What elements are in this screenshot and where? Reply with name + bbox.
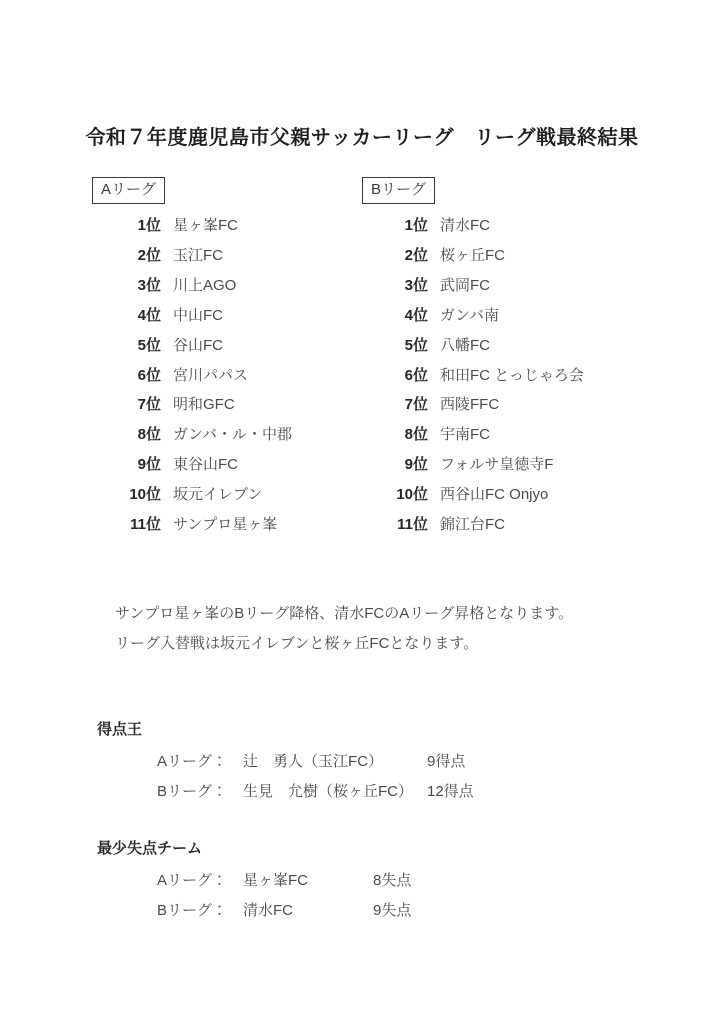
- standing-row: [362, 329, 584, 359]
- top-scorer-rows: [157, 745, 474, 805]
- league-label: Bリーグ：: [157, 782, 228, 800]
- league-a-section: [92, 177, 292, 538]
- rank-label: 9位: [137, 456, 161, 474]
- team-name: 錦江台FC: [440, 515, 505, 533]
- team-name: 西谷山FC Onjyo: [440, 486, 549, 504]
- league-label: Aリーグ：: [157, 752, 228, 770]
- standing-row: [362, 359, 584, 389]
- rank-label: 10位: [396, 486, 428, 504]
- league-b-standings: [362, 210, 584, 538]
- team-name: 星ヶ峯FC: [173, 217, 238, 235]
- page-title: 令和７年度鹿児島市父親サッカーリーグ リーグ戦最終結果: [85, 127, 639, 149]
- team-name: 宇南FC: [440, 426, 490, 444]
- team-name: 西陵FFC: [440, 396, 500, 414]
- fewest-conceded-heading: 最少失点チーム: [97, 840, 203, 857]
- standing-row: [362, 449, 584, 479]
- league-b-label: Bリーグ: [362, 177, 435, 204]
- standing-row: [362, 210, 584, 240]
- fewest-conceded-row: [157, 864, 411, 894]
- standing-row: [362, 389, 584, 419]
- team-name: 宮川パパス: [173, 366, 249, 384]
- player-name: 辻 勇人（玉江FC）: [243, 752, 383, 770]
- fewest-conceded-row: [157, 894, 411, 924]
- team-name: 玉江FC: [173, 247, 223, 265]
- team-name: 清水FC: [440, 217, 490, 235]
- team-name: 東谷山FC: [173, 456, 238, 474]
- rank-label: 11位: [130, 515, 161, 533]
- team-name: 桜ヶ丘FC: [440, 247, 505, 265]
- goals-value: 12得点: [427, 782, 474, 800]
- standing-row: [92, 240, 292, 270]
- fewest-conceded-section: [97, 841, 411, 924]
- rank-label: 7位: [404, 396, 428, 414]
- rank-label: 8位: [137, 426, 161, 444]
- league-a-standings: [92, 210, 292, 538]
- rank-label: 5位: [137, 336, 161, 354]
- team-name: 八幡FC: [440, 336, 490, 354]
- rank-label: 3位: [404, 277, 428, 295]
- rank-label: 9位: [404, 456, 428, 474]
- rank-label: 3位: [137, 277, 161, 295]
- team-name: 明和GFC: [173, 396, 235, 414]
- rank-label: 2位: [404, 247, 428, 265]
- rank-label: 6位: [137, 366, 161, 384]
- team-name: フォルサ皇徳寺F: [440, 456, 554, 474]
- team-name: 川上AGO: [173, 277, 237, 295]
- standing-row: [362, 270, 584, 300]
- top-scorer-row: [157, 745, 474, 775]
- team-name: 谷山FC: [173, 336, 223, 354]
- rank-label: 4位: [404, 306, 428, 324]
- fewest-conceded-rows: [157, 864, 411, 924]
- conceded-value: 9失点: [373, 901, 412, 919]
- rank-label: 1位: [137, 217, 161, 235]
- note-line-playoff: リーグ入替戦は坂元イレブンと桜ヶ丘FCとなります。: [115, 634, 479, 652]
- rank-label: 2位: [137, 247, 161, 265]
- standing-row: [92, 270, 292, 300]
- goals-value: 9得点: [427, 752, 466, 770]
- team-name: 中山FC: [173, 306, 223, 324]
- team-name: ガンバ南: [440, 306, 499, 324]
- standing-row: [92, 300, 292, 330]
- rank-label: 5位: [404, 336, 428, 354]
- league-label: Bリーグ：: [157, 901, 228, 919]
- standing-row: [92, 329, 292, 359]
- rank-label: 11位: [397, 515, 428, 533]
- rank-label: 7位: [137, 396, 161, 414]
- rank-label: 1位: [404, 217, 428, 235]
- standing-row: [92, 479, 292, 509]
- standing-row: [92, 508, 292, 538]
- standing-row: [362, 300, 584, 330]
- league-label: Aリーグ：: [157, 871, 228, 889]
- team-name: ガンバ・ル・中郡: [173, 426, 292, 444]
- team-name: サンプロ星ヶ峯: [173, 515, 278, 533]
- conceded-value: 8失点: [373, 871, 412, 889]
- standing-row: [362, 240, 584, 270]
- rank-label: 8位: [404, 426, 428, 444]
- team-name: 清水FC: [243, 901, 293, 919]
- standing-row: [92, 359, 292, 389]
- team-name: 坂元イレブン: [173, 486, 263, 504]
- league-b-section: [362, 177, 584, 538]
- rank-label: 4位: [137, 306, 161, 324]
- standing-row: [92, 449, 292, 479]
- promotion-relegation-notes: [115, 597, 573, 657]
- player-name: 生見 允樹（桜ヶ丘FC）: [243, 782, 413, 800]
- standing-row: [362, 419, 584, 449]
- team-name: 武岡FC: [440, 277, 490, 295]
- top-scorer-section: [97, 722, 474, 805]
- league-a-label: Aリーグ: [92, 177, 165, 204]
- note-line-promotion: サンプロ星ヶ峯のBリーグ降格、清水FCのAリーグ昇格となります。: [115, 604, 574, 622]
- top-scorer-row: [157, 775, 474, 805]
- standing-row: [92, 210, 292, 240]
- top-scorer-heading: 得点王: [97, 721, 143, 738]
- rank-label: 6位: [404, 366, 428, 384]
- standing-row: [92, 389, 292, 419]
- standing-row: [362, 508, 584, 538]
- standing-row: [92, 419, 292, 449]
- rank-label: 10位: [129, 486, 161, 504]
- team-name: 星ヶ峯FC: [243, 871, 308, 889]
- standing-row: [362, 479, 584, 509]
- team-name: 和田FC とっじゃろ会: [440, 366, 584, 384]
